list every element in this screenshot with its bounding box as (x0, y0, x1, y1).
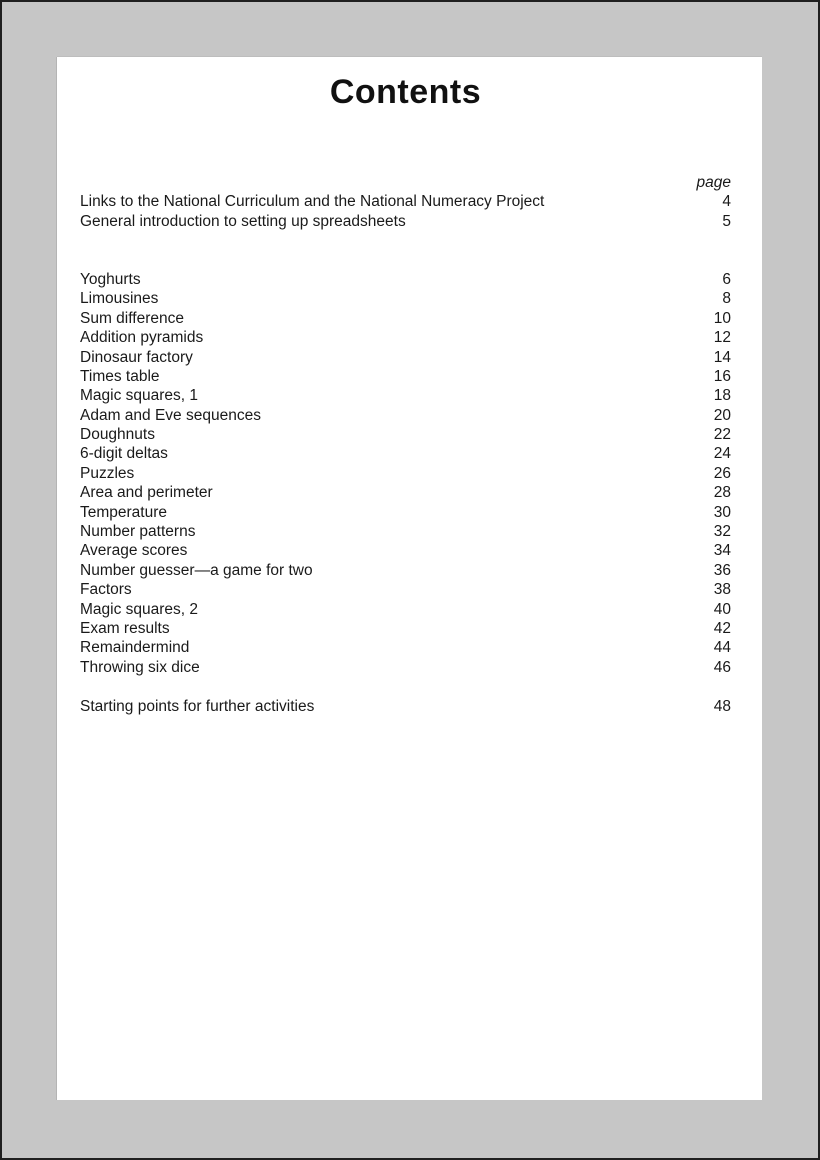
toc-section-back-matter (80, 697, 731, 716)
toc-entry-page: 36 (713, 561, 731, 579)
toc-row (80, 192, 731, 211)
toc-entry-label: Sum difference (80, 309, 184, 327)
toc-entry-page: 24 (713, 445, 731, 463)
toc-row (80, 503, 731, 522)
toc-entry-label: Times table (80, 367, 160, 385)
toc-entry-page: 30 (713, 503, 731, 521)
toc-entry-label: Number patterns (80, 523, 196, 541)
toc-row (80, 464, 731, 483)
toc-entry-page: 6 (722, 270, 731, 288)
toc-entry-label: Average scores (80, 542, 188, 560)
page-title: Contents (329, 73, 482, 111)
toc-entry-label: 6-digit deltas (80, 445, 168, 463)
toc-entry-page: 42 (713, 620, 731, 637)
toc-entry-page: 12 (713, 329, 731, 347)
toc-row (80, 212, 731, 231)
toc-entry-page: 10 (713, 309, 731, 327)
toc-row (80, 270, 731, 289)
toc-entry-label: Doughnuts (80, 426, 155, 444)
toc-entry-page: 16 (713, 367, 731, 385)
section-spacer (80, 677, 731, 696)
toc-entry-page: 4 (722, 193, 731, 211)
toc-entry-label: Adam and Eve sequences (80, 406, 261, 424)
toc-row (80, 444, 731, 463)
toc-entry-label: Addition pyramids (80, 329, 204, 347)
toc-entry-page: 8 (722, 290, 731, 308)
toc-row (80, 425, 731, 444)
toc-row (80, 600, 731, 619)
toc-entry-label: Links to the National Curriculum and the National Numeracy Project (80, 193, 545, 211)
toc-entry-page: 48 (713, 697, 731, 715)
toc-entry-label: Limousines (80, 290, 159, 308)
toc-entry-page: 14 (713, 348, 731, 366)
toc-entry-page: 32 (713, 523, 731, 541)
toc-entry-page: 22 (713, 426, 731, 444)
toc-entry-label: Puzzles (80, 464, 135, 482)
toc-entry-label: Factors (80, 581, 132, 599)
toc-entry-page: 40 (713, 600, 731, 618)
toc-row (80, 309, 731, 328)
toc-entry-page: 34 (713, 542, 731, 560)
toc-row (80, 406, 731, 425)
toc-entry-label: General introduction to setting up spreadsheets (80, 212, 406, 230)
toc-entry-label: Magic squares, 2 (80, 600, 199, 618)
toc-row (80, 638, 731, 657)
section-spacer (80, 231, 731, 270)
toc-entry-label: Number guesser—a game for two (80, 561, 313, 579)
toc-entry-page: 46 (713, 658, 731, 676)
toc-entry-label: Area and perimeter (80, 484, 213, 502)
toc-entry-page: 26 (713, 464, 731, 482)
toc-row (80, 289, 731, 308)
toc-section-activities (80, 270, 731, 677)
toc-entry-label: Remaindermind (80, 639, 190, 657)
toc-entry-label: Temperature (80, 503, 168, 521)
toc-entry-label: Magic squares, 1 (80, 387, 199, 405)
toc-entry-label: Throwing six dice (80, 658, 200, 676)
toc-row (80, 541, 731, 560)
toc-section-front-matter (80, 192, 731, 231)
toc-row (80, 658, 731, 677)
toc-entry-label: Yoghurts (80, 270, 141, 288)
toc-entry-page: 5 (722, 212, 731, 230)
toc-entry-label: Dinosaur factory (80, 348, 193, 366)
toc-row (80, 348, 731, 367)
toc-entry-label: Starting points for further activities (80, 697, 315, 715)
toc-row (80, 697, 731, 716)
toc-entry-label: Exam results (80, 620, 170, 637)
contents-page (57, 57, 762, 1100)
table-of-contents (80, 173, 731, 716)
toc-row (80, 619, 731, 638)
toc-row (80, 367, 731, 386)
toc-row (80, 328, 731, 347)
page-column-header: page (696, 174, 731, 191)
toc-row (80, 522, 731, 541)
toc-entry-page: 44 (713, 639, 731, 657)
toc-entry-page: 28 (713, 484, 731, 502)
toc-row (80, 561, 731, 580)
toc-row (80, 483, 731, 502)
toc-entry-page: 38 (713, 581, 731, 599)
toc-entry-page: 18 (713, 387, 731, 405)
toc-entry-page: 20 (713, 406, 731, 424)
toc-row (80, 580, 731, 599)
toc-row (80, 386, 731, 405)
